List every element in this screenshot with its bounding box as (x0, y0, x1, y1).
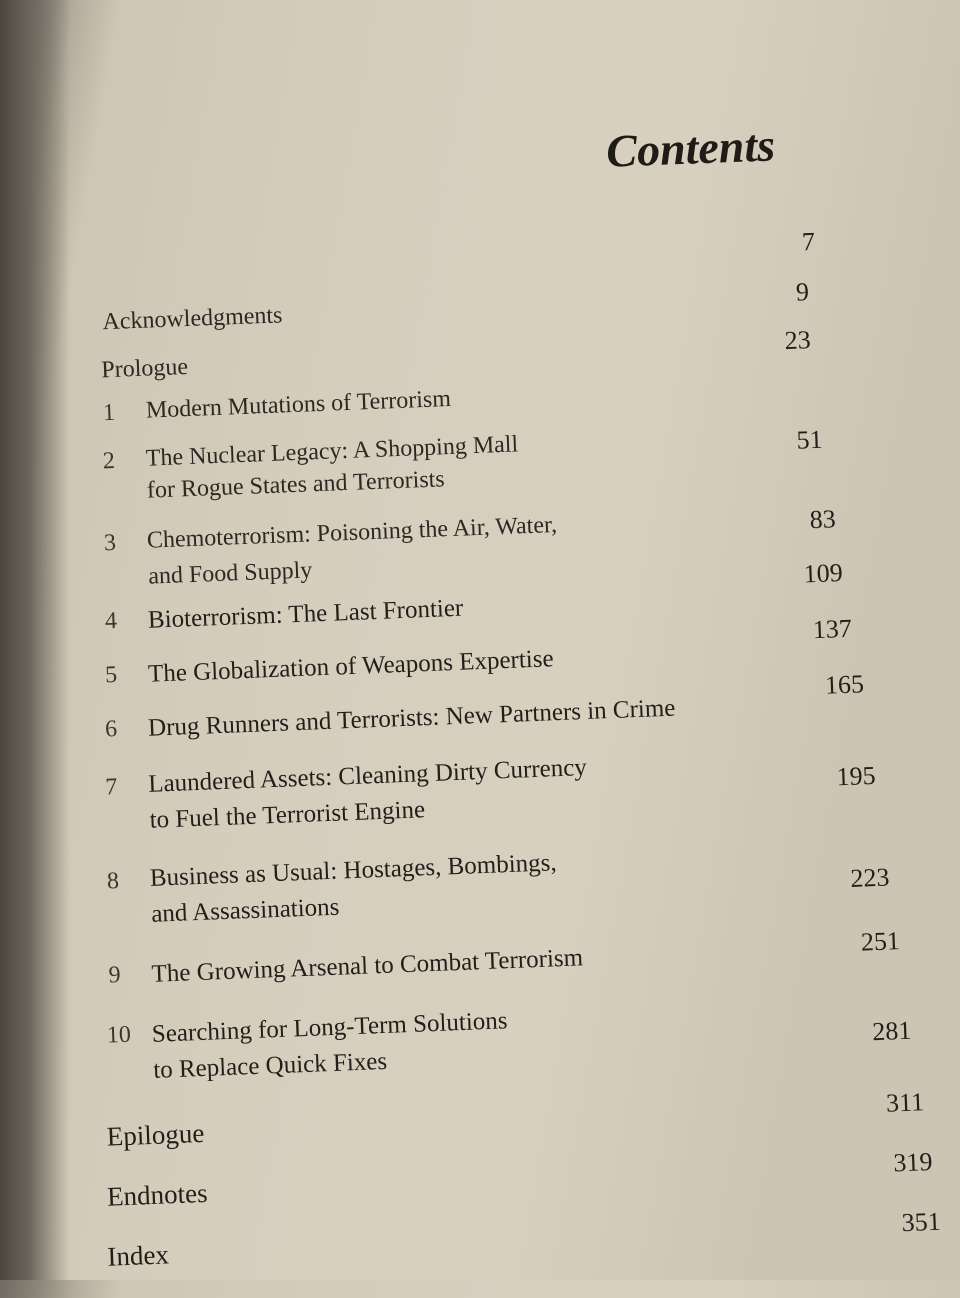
toc-chapter-number: 6 (104, 716, 118, 743)
toc-entry-page: 319 (892, 1147, 933, 1178)
toc-entry-acknowledgments (0, 272, 946, 336)
toc-entry-label: The Nuclear Legacy: A Shopping Mall for Rogue States and Terrorists (145, 431, 519, 504)
toc-entry-label: Acknowledgments (102, 302, 283, 336)
toc-chapter-number: 1 (102, 399, 116, 427)
toc-entry-label: Endnotes (106, 1177, 209, 1212)
toc-entry-page: 281 (871, 1015, 912, 1047)
toc-entry-page: 51 (796, 424, 824, 455)
toc-entry-page: 83 (809, 504, 837, 535)
toc-entry-page: 195 (835, 760, 877, 792)
toc-entry-page: 311 (885, 1087, 925, 1118)
toc-entry-label: Index (106, 1239, 170, 1272)
page-title: Contents (605, 119, 776, 177)
toc-entry-label: Prologue (100, 354, 189, 384)
toc-entry-page: 351 (901, 1206, 942, 1238)
toc-entry-page: 251 (860, 926, 901, 957)
toc-entry-epilogue (18, 1085, 960, 1152)
toc-entry-label: Laundered Assets: Cleaning Dirty Currency to Fuel the Terrorist Engine (147, 754, 588, 834)
toc-chapter-number: 4 (104, 607, 118, 635)
toc-entry-page: 23 (784, 325, 812, 356)
toc-chapter-number: 7 (104, 774, 118, 801)
toc-chapter-number: 10 (106, 1021, 132, 1049)
toc-chapter-number: 3 (103, 529, 117, 557)
toc-entry-page: 223 (849, 862, 890, 893)
toc-entry-label: Epilogue (106, 1117, 205, 1152)
toc-entry-page: 9 (795, 277, 810, 307)
toc-entry-page: 165 (824, 669, 865, 700)
toc-entry-label: The Globalization of Weapons Expertise (147, 645, 555, 688)
toc-entry-label: Drug Runners and Terrorists: New Partners in Crime (147, 694, 676, 742)
toc-entry-label: Modern Mutations of Terrorism (145, 385, 452, 424)
toc-entry-label: Searching for Long-Term Solutions to Replace Quick Fixes (151, 1007, 508, 1084)
toc-chapter-number: 9 (108, 962, 122, 989)
toc-chapter-number: 8 (106, 868, 120, 895)
toc-chapter-number: 5 (104, 661, 118, 689)
toc-entry-label: The Growing Arsenal to Combat Terrorism (151, 944, 584, 988)
toc-top-page-number: 7 (801, 226, 816, 257)
toc-entry-page: 137 (812, 613, 853, 645)
toc-entry-page: 109 (803, 558, 844, 589)
toc-entry-chapter-6 (3, 669, 960, 743)
toc-chapter-number: 2 (102, 447, 116, 475)
toc-entry-label: Chemoterrorism: Poisoning the Air, Water, and Food Supply (146, 511, 558, 590)
toc-entry-label: Bioterrorism: The Last Frontier (147, 594, 464, 634)
toc-entry-label: Business as Usual: Hostages, Bombings, and Assassinations (149, 849, 558, 928)
